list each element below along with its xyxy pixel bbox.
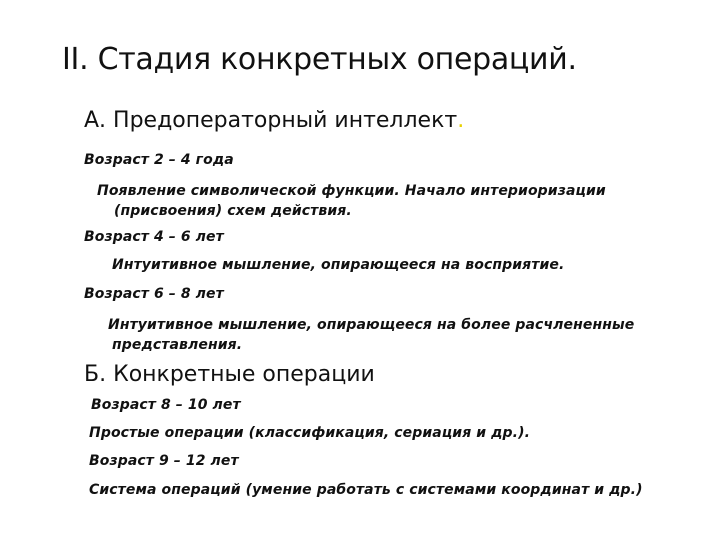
stage-description-9-12: Система операций (умение работать с системами координат и др.) xyxy=(89,482,643,498)
stage-description-6-8 xyxy=(108,315,688,355)
age-range-8-10: Возраст 8 – 10 лет xyxy=(91,397,241,413)
stage-description-2-4 xyxy=(97,181,697,221)
age-range-2-4: Возраст 2 – 4 года xyxy=(84,152,234,168)
stage-description-2-4-line1: Появление символической функции. Начало интериоризации xyxy=(97,183,606,199)
stage-description-6-8-line1: Интуитивное мышление, опирающееся на более расчлененные xyxy=(108,317,635,333)
section-a-heading-text: А. Предоператорный интеллект xyxy=(84,108,458,133)
stage-description-2-4-line2: (присвоения) схем действия. xyxy=(114,203,352,219)
stage-description-6-8-line2: представления. xyxy=(112,337,243,353)
slide-title: II. Стадия конкретных операций. xyxy=(62,42,577,77)
section-a-heading-dot: . xyxy=(457,108,465,133)
age-range-6-8: Возраст 6 – 8 лет xyxy=(84,286,224,302)
stage-description-8-10: Простые операции (классификация, сериация и др.). xyxy=(89,425,531,441)
age-range-4-6: Возраст 4 – 6 лет xyxy=(84,229,224,245)
section-a-heading xyxy=(84,108,464,133)
stage-description-4-6: Интуитивное мышление, опирающееся на восприятие. xyxy=(112,257,565,273)
section-b-heading: Б. Конкретные операции xyxy=(84,362,375,387)
age-range-9-12: Возраст 9 – 12 лет xyxy=(89,453,239,469)
